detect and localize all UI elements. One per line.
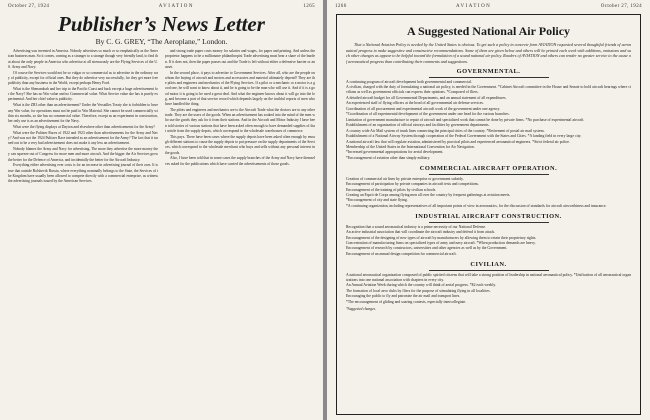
section-rule	[429, 77, 549, 78]
policy-item: *Increased governmental appropriations for aerial development.	[346, 150, 444, 155]
policy-item: Encouragement of participation by private companies in aircraft tests and competitions.	[346, 182, 479, 187]
policy-item: An Annual Aviation Week during which the country will think of aerial progress. *$2 each weekly.	[346, 283, 496, 288]
policy-item: Creating an Esprit de Corps among flying men all over the country by frequent gatherings at aviation meets.	[346, 193, 511, 197]
policy-item: Encouragement of the designing of new types of aircraft by manufacturers by allowing them to retain their proprietary rights.	[346, 235, 537, 240]
policy-item: *Coordination of all experimental development of the government under one head for the various branches.	[346, 112, 510, 117]
policy-item: *Encouragement of aviation other than simply military.	[346, 155, 431, 160]
section-heading: INDUSTRIAL AIRCRAFT CONSTRUCTION.	[415, 213, 562, 221]
left-header-magazine: AVIATION	[158, 4, 194, 9]
article-title: Publisher’s News Letter	[58, 12, 265, 36]
left-running-header	[8, 4, 315, 12]
paragraph: What were the Pulitzer Races of 1922 and 1923 other than advertisements for the Army and Navy? And was not the 1924 Pulitzer Race intended as an advertisement for the Army? The fact that it turned out to be a very bad advertisement does not make it any less an advertisement.	[8, 130, 158, 146]
policy-item: The formation of local aero clubs by fliers for the purpose of stimulating flying in all localities.	[346, 288, 491, 293]
policy-item: Limitation of government manufacture to repair of aircraft and specialized work that cannot be done by private firms. *No purchase of experimental aircraft.	[346, 117, 585, 122]
policy-item: Encouragement of research by constructors, universities and other agencies as well as by the Government.	[346, 246, 508, 251]
policy-title: A Suggested National Air Policy	[406, 24, 571, 38]
section-rule	[429, 174, 549, 175]
article-body	[8, 49, 315, 418]
policy-item: Establishment of a National Airway System through cooperation of the Federal Government with the States and Cities. *A landing field in every large city.	[346, 134, 582, 139]
right-header-date: October 27, 1924	[600, 4, 642, 9]
left-page	[0, 0, 323, 420]
policy-item: Encouragement of the training of pilots by civilian schools.	[346, 187, 437, 192]
paragraph: What were the flying displays at Dayton and elsewhere other than advertisements for the Army?	[13, 124, 155, 129]
section-industrial	[346, 213, 631, 257]
section-heading: GOVERNMENTAL.	[456, 68, 521, 76]
policy-item: *A continuing organization, including representatives of all important points of view in aeronautics, for the discussion of standards for aircraft airworthiness and insurance.	[346, 203, 607, 208]
paragraph: and strong trade paper costs money for salaries and wages, for paper and printing. And unless the proprietor happens to be a millionaire philanthropist Trade advertising must bear a share of the burden. If it does not, then the paper passes out and the Trade is left without either a defensive barrier or an asset.	[165, 49, 315, 69]
policy-item: A national aeronautical organization composed of public spirited citizens that will take a strong position of leadership in national aeronautical policy. *Unification of all aeronautical organizations into one national association with chapters in every city.	[346, 272, 631, 282]
right-running-header	[335, 4, 642, 12]
policy-item: An experienced staff of flying officers at the head of all governmental air defense services.	[346, 101, 484, 106]
policy-box	[336, 14, 641, 415]
paragraph: What is the Shenandoah and her trip to the Pacific Coast and back except a huge advertisement for the Navy? She has no War value and no Commercial value. What Service value she has is purely experimental. And her chief value is publicity.	[8, 86, 158, 102]
right-header-magazine: AVIATION	[456, 4, 492, 9]
policy-item: A continuing program of aircraft development both governmental and commercial.	[346, 79, 472, 84]
section-commercial	[346, 165, 631, 209]
paragraph: This pays. There have been cases where the supply depots have been asked often enough by enough different stations to cause the supply depots to put pressure on the supply departments of the Services, which correspond to the wholesale merchant who buys and sells without any personal interest in the goods.	[165, 134, 315, 155]
policy-item: A country wide Air Mail system of trunk lines connecting the principal cities of the country. *Retirement of postal air mail system.	[346, 128, 545, 133]
paragraph: Also, I have been told that in some cases the supply branches of the Army and Navy have themselves asked for the publications which have carried the advertisements of those goods.	[165, 156, 315, 166]
section-civilian	[346, 261, 631, 305]
policy-item: Recognition that a sound aeronautical industry is a prime necessity of our National Defense.	[346, 224, 487, 229]
left-header-page: 1265	[303, 4, 315, 9]
right-header-page: 1266	[335, 4, 347, 9]
policy-item: An active industrial association that will coordinate the aircraft industry and defend it from attack.	[346, 230, 496, 235]
policy-item: Establishment of an organization of official airways and facilities by government departments.	[346, 123, 490, 128]
article-byline: By C. G. GREY, “The Aeroplane,” London.	[95, 37, 228, 46]
policy-intro: That a National Aviation Policy is needed by the United States is obvious. To get such a policy in concrete form AVIATION requested several thoughtful friends of aeronautical progress to make suggestive and constructive recommendations. Some of them are given below and others will be printed each week with additions, omissions and such other changes as appear to be helpful toward the formulation of a sound national air policy. Readers of AVIATION and others can render no greater service to the cause of aeronautical progress than contributing their comments and suggestions.	[346, 42, 631, 64]
paragraph: Everything either advertising ever costs is for an increase in advertising journal of their own. It is true that outside Bolshevik Russia, where everything nominally belongs to the State, the Services of the Kingdom have usually been allowed to compete directly with a commercial enterprise, as witness the advertising journals issued by the American Services.	[8, 163, 158, 184]
policy-item: Membership of the United States in the International Convention for Air Navigation.	[346, 144, 475, 149]
paragraph: The pilots and engineers and mechanics are to the Aircraft Trade what the doctors are to any other trade. They are the users of the goods. When an advertisement has soaked into the mind of the men who use the goods they ask for it from their stations. And in the Aircraft and Motor Industry I have been told stories of various stations that have been asked often enough to have demanded supplies of that article from the supply depots, which correspond to the wholesale warehouses of commerce.	[165, 107, 315, 133]
paragraph: What is the ZR3 other than an advertisement? Under the Versailles Treaty she is forbidden to have any War value, for operations must not be paid to War Material. She cannot be used commercially within six months, so she has no commercial value. Therefore, except as an experiment in construction, her only use is as an advertisement for the Navy.	[8, 103, 158, 124]
article-column-1	[8, 49, 158, 418]
policy-item: *Encouragement of city and state flying.	[346, 198, 408, 203]
paragraph: Nobody blames the Army and Navy for advertising. The more they advertise the more money they can squeeze out of Congress for more men and more aircraft. And the bigger the Air Services grow the better for the Defence of America, and incidentally the better for the Aircraft Industry.	[8, 147, 158, 162]
section-heading: CIVILIAN.	[470, 261, 507, 269]
section-rule	[429, 222, 549, 223]
right-page	[327, 0, 650, 420]
policy-item: Concentration of manufacturing firms on specialized types of army and navy aircraft. *When production demands are heavy.	[346, 241, 536, 246]
policy-item: Creation of commercial air lines by private enterprise or government subsidy.	[346, 176, 464, 181]
article-column-2	[165, 49, 315, 418]
policy-item: Encouragement of an annual design competition for commercial aircraft.	[346, 251, 457, 256]
paragraph: Of course the Services would not be so vulgar or so commercial as to advertise in the ordinary way of publicity, except for official ones. But they do advertise very successfully, for they get more free publicity than any business in the World, except perhaps Henry Ford.	[8, 70, 158, 86]
policy-item: A civilian, charged with the duty of formulating a national air policy, is needed in the Government. *Cabinet Aircraft committee in the House and Senate to hold aircraft hearings where civilians as well as government officials can express their opinions. *Composed of fliers.	[346, 85, 631, 95]
policy-item: Coordination of all procurement and experimental aircraft work of the government under one agency.	[346, 106, 501, 111]
paragraph: In the second place, it pays to advertise to Government Services. After all, who are the people on whom the buying of aircraft and motors and accessories and material ultimately depend? They are the pilots and engineers and mechanics of the Flying Services. If a pilot or a mechanic or a motor is a good one, he will want to know about it, and he is going to be the man who will use it. And if it is a good motor it is going to be used a great deal. And what the engineer knows about it will go into the log, and become a part of that service record which depends largely on the truthful reports of men who have handled the thing.	[165, 70, 315, 107]
left-header-date: October 27, 1924	[8, 4, 50, 9]
section-governmental	[346, 68, 631, 161]
paragraph: Advertising was invented in America. Nobody advertises so much or so emphatically as the American business man. So it comes, coming as a stranger to a strange though very friendly land, to find that about the only people in America who advertise at all strenuously are the Flying Services of the U. S. Army and Navy.	[8, 49, 158, 69]
section-rule	[429, 270, 549, 271]
footnote: *Suggested changes.	[346, 306, 376, 311]
section-heading: COMMERCIAL AIRCRAFT OPERATION.	[419, 165, 558, 173]
policy-item: A national aircraft law that will regulate aviation, administered by practical pilots and experienced aeronautical engineers. *Strict federal air police.	[346, 139, 570, 144]
policy-item: A detailed aircraft budget for all Governmental Departments, and an annual statement of all expenditures.	[346, 95, 507, 100]
policy-item: *The encouragement of gliding and soaring contests, especially intercollegiate.	[346, 299, 467, 304]
policy-item: Encouraging the public to fly and patronize the air mail and transport lines.	[346, 294, 461, 299]
